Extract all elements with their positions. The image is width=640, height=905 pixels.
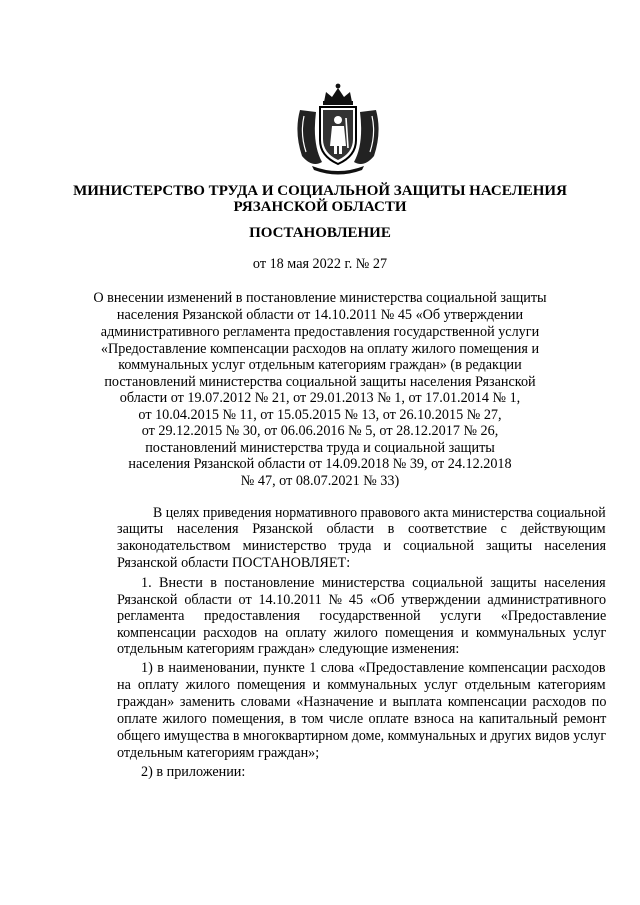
- title-line: № 47, от 08.07.2021 № 33): [240, 473, 400, 489]
- body-line: общего имущества в многоквартирном доме, коммунальных и других видов услуг: [117, 728, 607, 744]
- document-date-number: от 18 мая 2022 г. № 27: [252, 256, 388, 272]
- title-line: населения Рязанской области от 14.09.2018 № 39, от 24.12.2018: [128, 456, 512, 472]
- title-line: коммунальных услуг отдельным категориям граждан» (в редакции: [118, 357, 522, 373]
- body-line: защиты населения Рязанской области в соответствие с действующим: [117, 521, 606, 537]
- body-line: компенсации расходов на оплату жилого помещения и коммунальных услуг: [117, 625, 607, 641]
- body-line: оплате жилого помещения, в том числе оплате взноса на капитальный ремонт: [117, 711, 607, 727]
- body-line: 1) в наименовании, пункте 1 слова «Предоставление компенсации расходов: [141, 660, 606, 676]
- body-line: Рязанской области ПОСТАНОВЛЯЕТ:: [117, 555, 351, 571]
- title-line: административного регламента предоставления государственной услуги: [100, 324, 540, 340]
- document-type: ПОСТАНОВЛЕНИЕ: [249, 225, 391, 241]
- title-line: населения Рязанской области от 14.10.2011 № 45 «Об утверждении: [116, 307, 524, 323]
- body-line: регламента предоставления государственной услуги «Предоставление: [117, 608, 607, 624]
- body-line: В целях приведения нормативного правового акта министерства социальной: [153, 505, 606, 521]
- body-line: отдельным категориям граждан» следующие изменения:: [117, 641, 460, 657]
- title-line: от 29.12.2015 № 30, от 06.06.2016 № 5, от 28.12.2017 № 26,: [141, 423, 499, 439]
- body-line: Рязанской области от 14.10.2011 № 45 «Об утверждении административного: [117, 592, 607, 608]
- title-line: постановлений министерства социальной защиты населения Рязанской: [104, 374, 536, 390]
- ministry-name-line2: РЯЗАНСКОЙ ОБЛАСТИ: [233, 199, 407, 215]
- ryazan-coat-of-arms-emblem: [290, 82, 386, 176]
- title-line: «Предоставление компенсации расходов на оплату жилого помещения и: [100, 341, 540, 357]
- body-line: на оплату жилого помещения и коммунальных услуг отдельным категориям: [117, 677, 606, 693]
- body-line: граждан» заменить словами «Назначение и выплата компенсации расходов по: [117, 694, 607, 710]
- title-line: постановлений министерства труда и социальной защиты: [145, 440, 495, 456]
- title-line: О внесении изменений в постановление министерства социальной защиты: [93, 290, 547, 306]
- body-line: 2) в приложении:: [141, 764, 246, 780]
- body-line: законодательством министерство труда и социальной защиты населения: [117, 538, 606, 554]
- title-line: от 10.04.2015 № 11, от 15.05.2015 № 13, от 26.10.2015 № 27,: [138, 407, 502, 423]
- title-line: области от 19.07.2012 № 21, от 29.01.2013 № 1, от 17.01.2014 № 1,: [119, 390, 521, 406]
- body-line: отдельным категориям граждан»;: [117, 745, 320, 761]
- body-line: 1. Внести в постановление министерства социальной защиты населения: [141, 575, 606, 591]
- ministry-name-line1: МИНИСТЕРСТВО ТРУДА И СОЦИАЛЬНОЙ ЗАЩИТЫ НАСЕЛЕНИЯ: [73, 183, 567, 199]
